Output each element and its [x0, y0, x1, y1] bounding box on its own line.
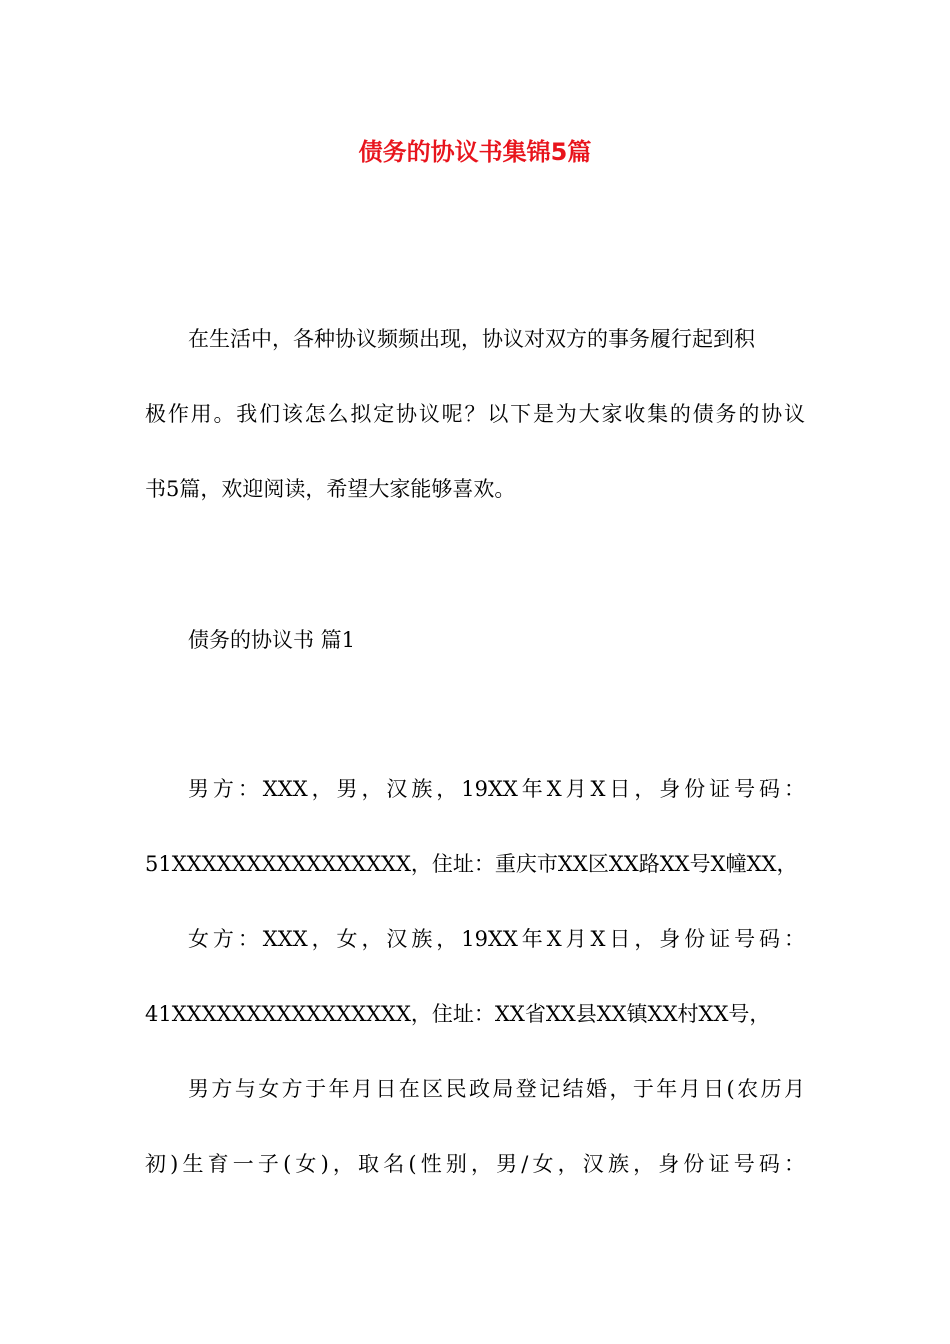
intro-line: 书5篇，欢迎阅读，希望大家能够喜欢。: [145, 477, 516, 501]
body-line: 男方与女方于年月日在区民政局登记结婚，于年月日(农历月: [188, 1077, 805, 1101]
body-line: 初)生育一子(女)，取名(性别，男/女，汉族，身份证号码：: [145, 1152, 805, 1176]
body-line: 女方：XXX，女，汉族，19XX年X月X日，身份证号码：: [188, 927, 805, 951]
document-title: 债务的协议书集锦5篇: [358, 138, 592, 166]
body-line: 41XXXXXXXXXXXXXXXX，住址：XX省XX县XX镇XX村XX号，: [145, 1002, 771, 1026]
body-line: 51XXXXXXXXXXXXXXXX，住址：重庆市XX区XX路XX号X幢XX，: [145, 852, 798, 876]
intro-line: 在生活中，各种协议频频出现，协议对双方的事务履行起到积: [188, 327, 755, 351]
section-heading: 债务的协议书 篇1: [188, 628, 356, 652]
intro-line: 极作用。我们该怎么拟定协议呢？以下是为大家收集的债务的协议: [145, 402, 805, 426]
body-line: 男方：XXX，男，汉族，19XX年X月X日，身份证号码：: [188, 777, 805, 801]
